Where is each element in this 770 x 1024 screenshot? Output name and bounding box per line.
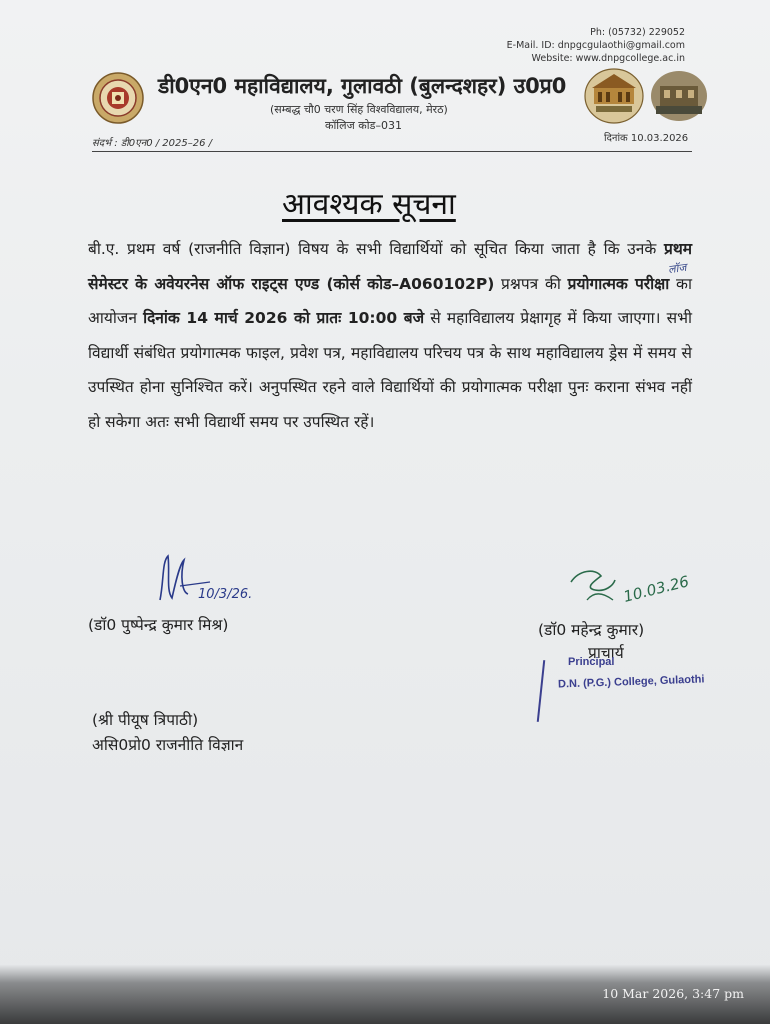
- signature-2: [565, 560, 725, 620]
- college-name: डी0एन0 महाविद्यालय, गुलावठी (बुलन्दशहर) उ0प्र0: [158, 74, 567, 98]
- body-text-segment: बी.ए. प्रथम वर्ष (राजनीति विज्ञान) विषय के सभी विद्यार्थियों को सूचित किया जाता है कि उनके: [88, 240, 664, 258]
- signatory-1-name: (डॉ0 पुष्पेन्द्र कुमार मिश्र): [88, 616, 229, 634]
- notice-title: आवश्यक सूचना: [282, 187, 456, 222]
- stamp-college: D.N. (P.G.) College, Gulaothi: [557, 673, 705, 691]
- email-address: E-Mail. ID: dnpgcgulaothi@gmail.com: [506, 40, 685, 51]
- principal-stamp: [538, 656, 708, 724]
- body-text-segment: प्रश्नपत्र की: [494, 274, 568, 293]
- signature-2-date: 10.03.26: [621, 572, 691, 606]
- stamp-title: Principal: [568, 656, 615, 668]
- contact-block: [507, 26, 685, 65]
- body-bold-subject: प्रथम सेमेस्टर के अवेयरनेस ऑफ राइट्स एण्ड: [88, 240, 692, 293]
- body-text-segment: से महाविद्यालय प्रेक्षागृह में किया जाएगा। सभी विद्यार्थी संबंधित प्रयोगात्मक फाइल, प्रवेश पत्र, महाविद्यालय परिचय पत्र के साथ महाविद्यालय ड्रेस में समय से उपस्थित होना सुनिश्चित करें। अनुपस्थित रहने वाले विद्यार्थियों की प्रयोगात्मक परीक्षा पुनः कराना संभव नहीं हो सकेगा अतः सभी विद्यार्थी समय पर उपस्थित रहें।: [88, 309, 692, 431]
- affiliation-text: (सम्बद्ध चौ0 चरण सिंह विश्वविद्यालय, मेरठ): [270, 103, 448, 116]
- body-bold-schedule: दिनांक 14 मार्च 2026 को प्रातः 10:00 बजे: [143, 309, 425, 327]
- body-bold-course-code: (कोर्स कोड–A060102P): [319, 274, 495, 293]
- phone-number: Ph: (05732) 229052: [590, 27, 685, 38]
- building-emblem-logo: [584, 66, 644, 124]
- photo-timestamp: 10 Mar 2026, 3:47 pm: [602, 986, 744, 1001]
- body-bold-exam: प्रयोगात्मक परीक्षा: [567, 274, 670, 293]
- stamp-bar: [537, 660, 545, 722]
- notice-body: [88, 232, 692, 439]
- reference-number: संदर्भ : डी0एन0 / 2025–26 /: [92, 138, 213, 149]
- signature-1: [150, 550, 290, 610]
- signature-1-date: 10/3/26.: [198, 587, 253, 602]
- signatory-3-designation: असि0प्रो0 राजनीति विज्ञान: [92, 736, 244, 754]
- handwritten-insertion: लॉज: [667, 260, 688, 277]
- signatory-2-designation: प्राचार्य: [588, 644, 624, 662]
- college-code: कॉलिज कोड–031: [325, 119, 402, 132]
- website-address: Website: www.dnpgcollege.ac.in: [531, 53, 685, 64]
- signatory-3-name: (श्री पीयूष त्रिपाठी): [92, 711, 199, 729]
- signatory-2-name: (डॉ0 महेन्द्र कुमार): [538, 621, 645, 639]
- header-divider: [92, 151, 692, 152]
- body-text-segment: का आयोजन: [88, 274, 692, 327]
- college-seal-logo: [92, 72, 144, 124]
- letter-date: दिनांक 10.03.2026: [604, 133, 689, 144]
- campus-photo-emblem: [650, 70, 708, 122]
